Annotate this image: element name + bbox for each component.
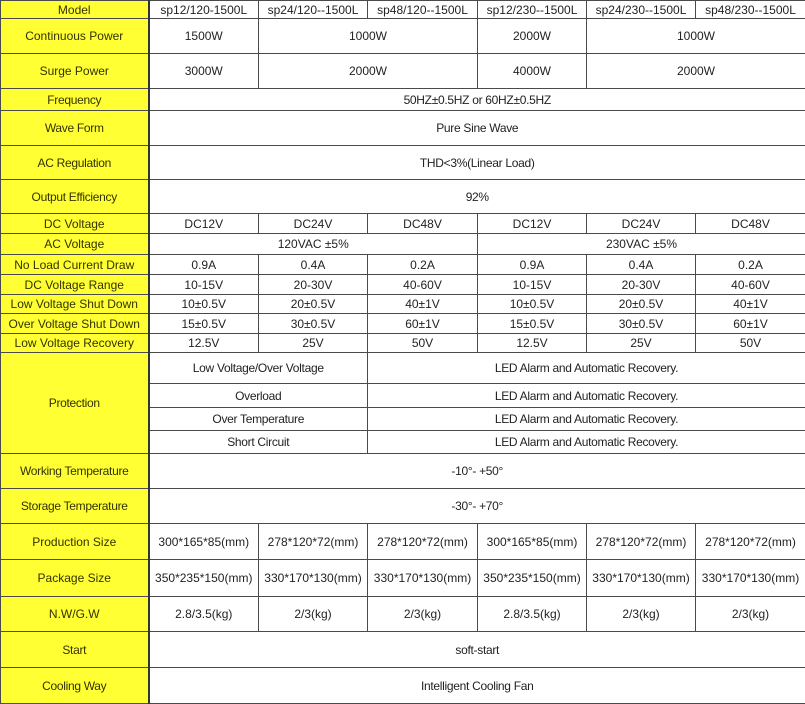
no-load-current-cell: 0.2A <box>368 255 478 275</box>
low-voltage-recovery-cell: 12.5V <box>149 334 259 353</box>
dc-voltage-range-cell: 40-60V <box>368 275 478 295</box>
dc-voltage-cell: DC48V <box>696 214 805 234</box>
surge-power-cell: 3000W <box>149 54 259 89</box>
production-size-cell: 278*120*72(mm) <box>587 524 696 560</box>
low-voltage-recovery-cell: 12.5V <box>478 334 587 353</box>
ac-regulation-cell: THD<3%(Linear Load) <box>149 146 805 180</box>
row-storage-temperature <box>1 489 805 524</box>
model-cell: sp24/230--1500L <box>587 1 696 19</box>
label-output-efficiency: Output Efficiency <box>1 180 149 214</box>
model-cell: sp12/120-1500L <box>149 1 259 19</box>
protection-item-value: LED Alarm and Automatic Recovery. <box>368 431 805 454</box>
continuous-power-cell: 1500W <box>149 19 259 54</box>
production-size-cell: 278*120*72(mm) <box>696 524 805 560</box>
package-size-cell: 330*170*130(mm) <box>696 560 805 597</box>
continuous-power-cell: 2000W <box>478 19 587 54</box>
surge-power-cell: 2000W <box>259 54 478 89</box>
protection-item-name: Overload <box>149 384 368 408</box>
row-production-size <box>1 524 805 560</box>
row-ac-regulation <box>1 146 805 180</box>
ac-voltage-cell: 230VAC ±5% <box>478 234 805 255</box>
label-low-voltage-recovery: Low Voltage Recovery <box>1 334 149 353</box>
cooling-way-cell: Intelligent Cooling Fan <box>149 668 805 704</box>
label-ac-regulation: AC Regulation <box>1 146 149 180</box>
label-cooling-way: Cooling Way <box>1 668 149 704</box>
label-continuous-power: Continuous Power <box>1 19 149 54</box>
weight-cell: 2/3(kg) <box>587 597 696 632</box>
package-size-cell: 330*170*130(mm) <box>259 560 368 597</box>
row-dc-voltage <box>1 214 805 234</box>
row-ac-voltage <box>1 234 805 255</box>
label-no-load-current: No Load Current Draw <box>1 255 149 275</box>
row-working-temperature <box>1 454 805 489</box>
label-over-voltage-shutdown: Over Voltage Shut Down <box>1 314 149 334</box>
package-size-cell: 350*235*150(mm) <box>478 560 587 597</box>
continuous-power-cell: 1000W <box>587 19 805 54</box>
label-storage-temperature: Storage Temperature <box>1 489 149 524</box>
label-wave-form: Wave Form <box>1 111 149 146</box>
over-voltage-shutdown-cell: 30±0.5V <box>259 314 368 334</box>
package-size-cell: 330*170*130(mm) <box>368 560 478 597</box>
label-production-size: Production Size <box>1 524 149 560</box>
low-voltage-shutdown-cell: 20±0.5V <box>259 295 368 314</box>
dc-voltage-cell: DC48V <box>368 214 478 234</box>
row-surge-power <box>1 54 805 89</box>
weight-cell: 2/3(kg) <box>259 597 368 632</box>
row-package-size <box>1 560 805 597</box>
label-package-size: Package Size <box>1 560 149 597</box>
low-voltage-shutdown-cell: 20±0.5V <box>587 295 696 314</box>
label-ac-voltage: AC Voltage <box>1 234 149 255</box>
weight-cell: 2/3(kg) <box>696 597 805 632</box>
over-voltage-shutdown-cell: 15±0.5V <box>149 314 259 334</box>
production-size-cell: 300*165*85(mm) <box>149 524 259 560</box>
no-load-current-cell: 0.9A <box>478 255 587 275</box>
protection-item-value: LED Alarm and Automatic Recovery. <box>368 353 805 384</box>
frequency-cell: 50HZ±0.5HZ or 60HZ±0.5HZ <box>149 89 805 111</box>
over-voltage-shutdown-cell: 30±0.5V <box>587 314 696 334</box>
over-voltage-shutdown-cell: 60±1V <box>368 314 478 334</box>
row-over-voltage-shutdown <box>1 314 805 334</box>
row-frequency <box>1 89 805 111</box>
production-size-cell: 300*165*85(mm) <box>478 524 587 560</box>
storage-temperature-cell: -30°- +70° <box>149 489 805 524</box>
low-voltage-shutdown-cell: 10±0.5V <box>478 295 587 314</box>
package-size-cell: 350*235*150(mm) <box>149 560 259 597</box>
no-load-current-cell: 0.2A <box>696 255 805 275</box>
row-wave-form <box>1 111 805 146</box>
row-cooling-way <box>1 668 805 704</box>
weight-cell: 2.8/3.5(kg) <box>149 597 259 632</box>
dc-voltage-range-cell: 10-15V <box>478 275 587 295</box>
dc-voltage-cell: DC24V <box>587 214 696 234</box>
label-dc-voltage: DC Voltage <box>1 214 149 234</box>
row-low-voltage-shutdown <box>1 295 805 314</box>
continuous-power-cell: 1000W <box>259 19 478 54</box>
label-weight: N.W/G.W <box>1 597 149 632</box>
dc-voltage-range-cell: 20-30V <box>259 275 368 295</box>
protection-item-name: Over Temperature <box>149 408 368 431</box>
working-temperature-cell: -10°- +50° <box>149 454 805 489</box>
low-voltage-recovery-cell: 50V <box>368 334 478 353</box>
production-size-cell: 278*120*72(mm) <box>368 524 478 560</box>
low-voltage-shutdown-cell: 40±1V <box>696 295 805 314</box>
label-model: Model <box>1 1 149 19</box>
weight-cell: 2/3(kg) <box>368 597 478 632</box>
label-dc-voltage-range: DC Voltage Range <box>1 275 149 295</box>
start-cell: soft-start <box>149 632 805 668</box>
label-frequency: Frequency <box>1 89 149 111</box>
output-efficiency-cell: 92% <box>149 180 805 214</box>
package-size-cell: 330*170*130(mm) <box>587 560 696 597</box>
surge-power-cell: 4000W <box>478 54 587 89</box>
protection-item-value: LED Alarm and Automatic Recovery. <box>368 408 805 431</box>
row-continuous-power <box>1 19 805 54</box>
no-load-current-cell: 0.4A <box>587 255 696 275</box>
low-voltage-recovery-cell: 25V <box>259 334 368 353</box>
protection-item-value: LED Alarm and Automatic Recovery. <box>368 384 805 408</box>
production-size-cell: 278*120*72(mm) <box>259 524 368 560</box>
model-cell: sp48/230--1500L <box>696 1 805 19</box>
protection-item-name: Short Circuit <box>149 431 368 454</box>
label-surge-power: Surge Power <box>1 54 149 89</box>
low-voltage-shutdown-cell: 40±1V <box>368 295 478 314</box>
label-protection: Protection <box>1 353 149 454</box>
over-voltage-shutdown-cell: 60±1V <box>696 314 805 334</box>
row-no-load-current <box>1 255 805 275</box>
dc-voltage-cell: DC24V <box>259 214 368 234</box>
dc-voltage-range-cell: 40-60V <box>696 275 805 295</box>
dc-voltage-range-cell: 20-30V <box>587 275 696 295</box>
row-output-efficiency <box>1 180 805 214</box>
row-low-voltage-recovery <box>1 334 805 353</box>
no-load-current-cell: 0.4A <box>259 255 368 275</box>
label-low-voltage-shutdown: Low Voltage Shut Down <box>1 295 149 314</box>
row-start <box>1 632 805 668</box>
row-weight <box>1 597 805 632</box>
row-dc-voltage-range <box>1 275 805 295</box>
weight-cell: 2.8/3.5(kg) <box>478 597 587 632</box>
low-voltage-recovery-cell: 25V <box>587 334 696 353</box>
surge-power-cell: 2000W <box>587 54 805 89</box>
low-voltage-shutdown-cell: 10±0.5V <box>149 295 259 314</box>
model-cell: sp24/120--1500L <box>259 1 368 19</box>
row-protection-1 <box>1 353 805 384</box>
label-working-temperature: Working Temperature <box>1 454 149 489</box>
protection-item-name: Low Voltage/Over Voltage <box>149 353 368 384</box>
model-cell: sp48/120--1500L <box>368 1 478 19</box>
no-load-current-cell: 0.9A <box>149 255 259 275</box>
dc-voltage-cell: DC12V <box>478 214 587 234</box>
wave-form-cell: Pure Sine Wave <box>149 111 805 146</box>
over-voltage-shutdown-cell: 15±0.5V <box>478 314 587 334</box>
ac-voltage-cell: 120VAC ±5% <box>149 234 478 255</box>
model-cell: sp12/230--1500L <box>478 1 587 19</box>
dc-voltage-cell: DC12V <box>149 214 259 234</box>
low-voltage-recovery-cell: 50V <box>696 334 805 353</box>
label-start: Start <box>1 632 149 668</box>
row-model <box>1 1 805 19</box>
dc-voltage-range-cell: 10-15V <box>149 275 259 295</box>
